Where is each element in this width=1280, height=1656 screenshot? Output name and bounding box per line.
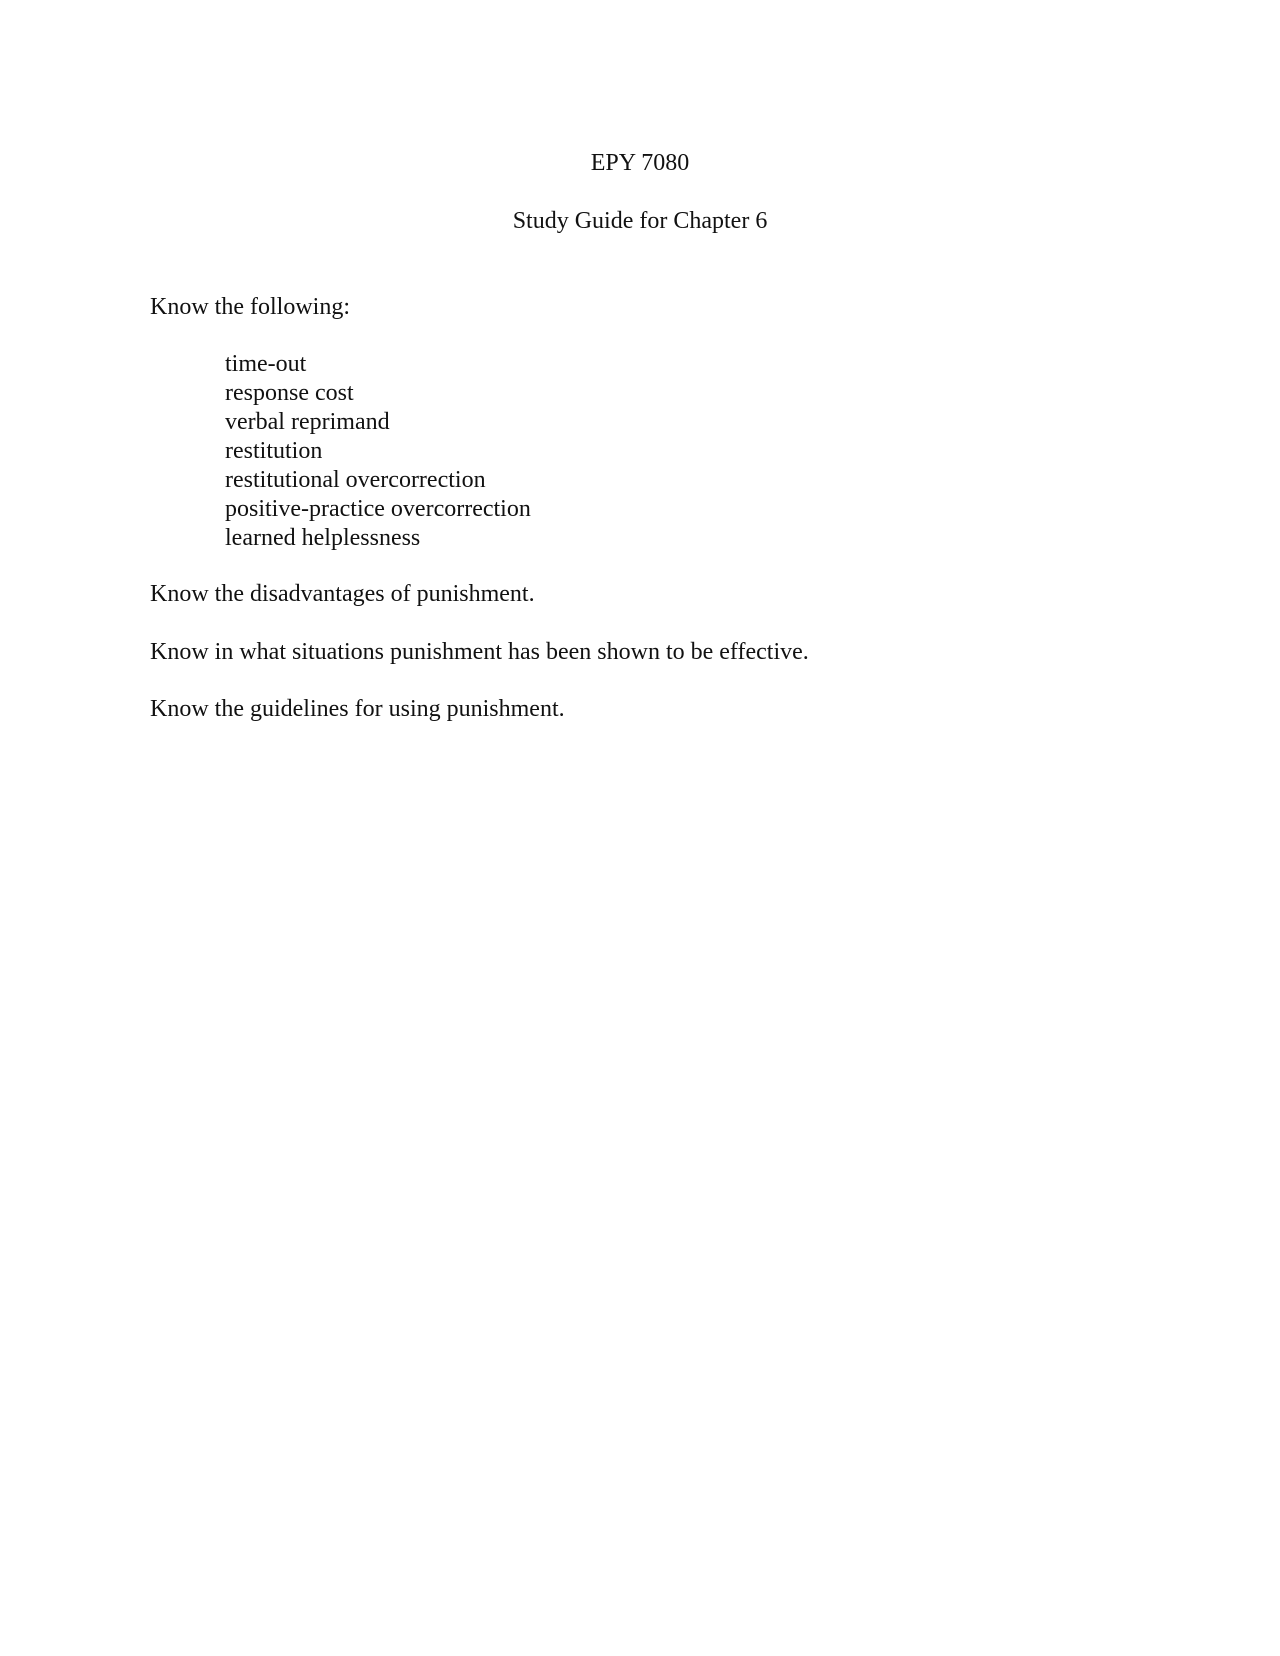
term-item: time-out [225, 351, 307, 377]
paragraph-disadvantages: Know the disadvantages of punishment. [150, 581, 535, 607]
term-item: restitutional overcorrection [225, 467, 486, 493]
term-item: verbal reprimand [225, 409, 390, 435]
term-item: positive-practice overcorrection [225, 496, 531, 522]
course-code: EPY 7080 [590, 150, 690, 176]
paragraph-effective-situations: Know in what situations punishment has been shown to be effective. [150, 639, 809, 665]
paragraph-guidelines: Know the guidelines for using punishment. [150, 696, 565, 722]
term-list [225, 350, 531, 553]
intro-text: Know the following: [150, 294, 350, 320]
term-item: response cost [225, 380, 354, 406]
page-title: Study Guide for Chapter 6 [512, 208, 768, 234]
term-item: restitution [225, 438, 323, 464]
term-item: learned helplessness [225, 525, 421, 551]
